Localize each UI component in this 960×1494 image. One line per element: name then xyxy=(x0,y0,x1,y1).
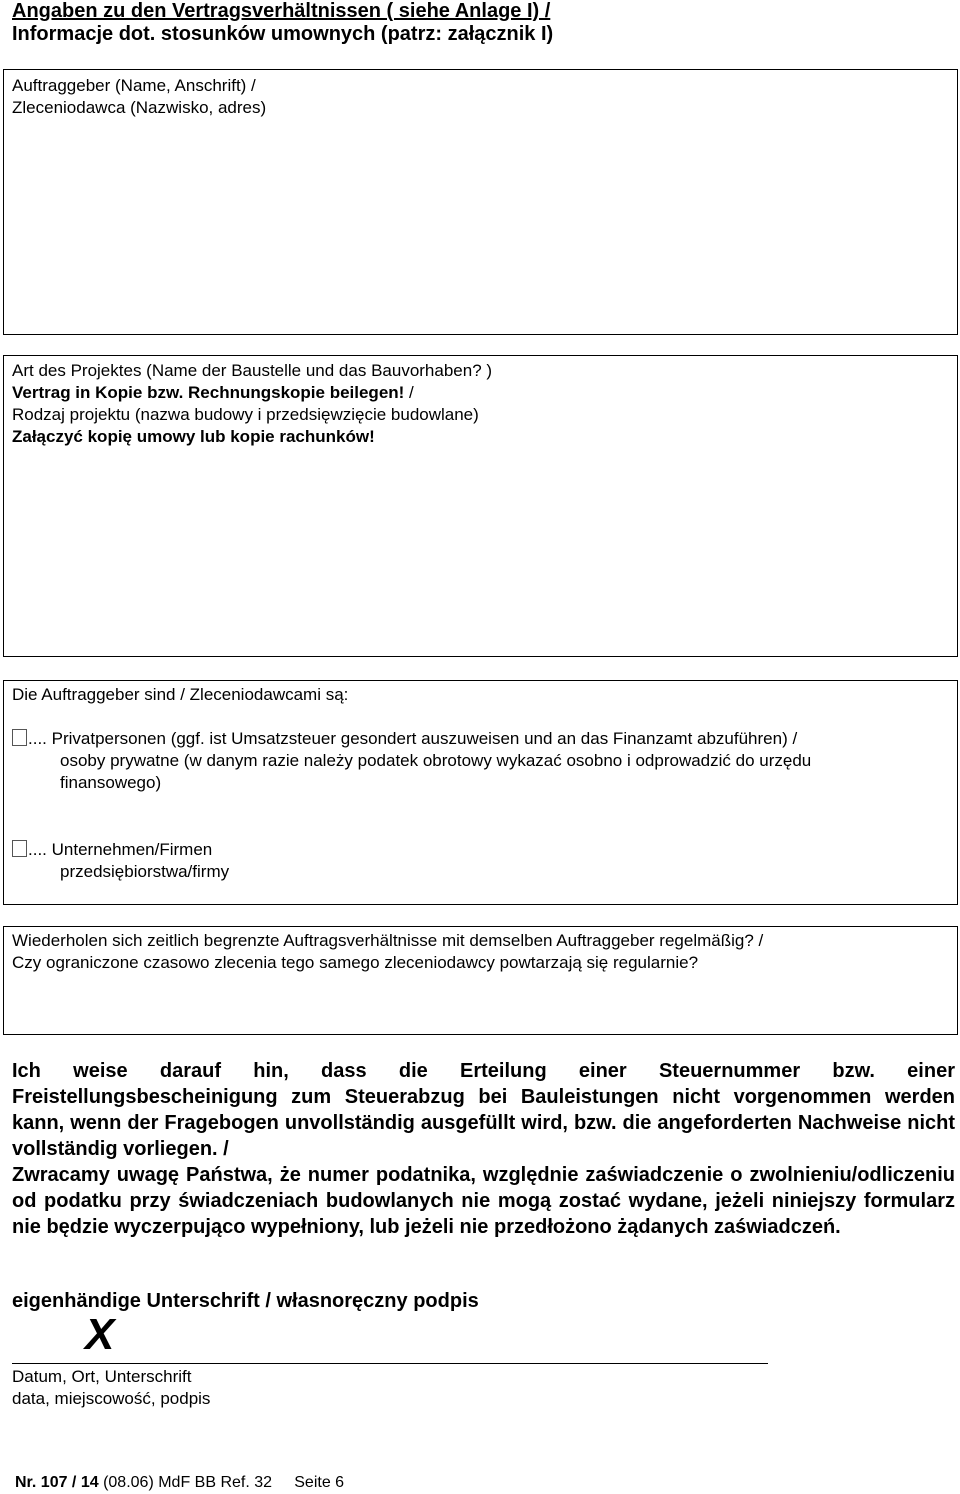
repeat-label-pl: Czy ograniczone czasowo zlecenia tego samego zleceniodawcy powtarzają się regularnie? xyxy=(12,953,699,972)
footer-reference: (08.06) MdF BB Ref. 32 Seite 6 xyxy=(98,1474,345,1491)
signature-caption xyxy=(12,1366,210,1410)
title-line-pl: Informacje dot. stosunków umownych (patrz: załącznik I) xyxy=(12,23,554,45)
option-private xyxy=(12,728,952,794)
client-type-heading: Die Auftraggeber sind / Zleceniodawcami są: xyxy=(12,685,349,704)
signature-title: eigenhändige Unterschrift / własnoręczny podpis xyxy=(12,1290,479,1312)
signature-line[interactable] xyxy=(12,1363,768,1364)
project-note-rest: / xyxy=(404,383,414,402)
project-label-note-pl: Załączyć kopię umowy lub kopie rachunków! xyxy=(12,427,375,446)
option-companies-label: Unternehmen/Firmen xyxy=(51,840,213,859)
project-note-bold: Vertrag in Kopie bzw. Rechnungskopie beilegen! xyxy=(12,383,405,402)
client-label-pl: Zleceniodawca (Nazwisko, adres) xyxy=(12,98,267,117)
project-label-de: Art des Projektes (Name der Baustelle und das Bauvorhaben? ) xyxy=(12,361,493,380)
repeat-box[interactable] xyxy=(3,926,958,1035)
signature-caption-pl: data, miejscowość, podpis xyxy=(12,1389,211,1408)
client-type-box xyxy=(3,680,958,905)
title-line-de: Angaben zu den Vertragsverhältnissen ( siehe Anlage I) / xyxy=(12,0,551,22)
option-private-pl-line1: osoby prywatne (w danym razie należy podatek obrotowy wykazać osobno i odprowadzić do urzędu xyxy=(60,751,812,770)
companies-checkbox[interactable] xyxy=(12,840,27,857)
private-persons-checkbox[interactable] xyxy=(12,729,27,746)
option-private-pl-line2: finansowego) xyxy=(60,773,162,792)
option-private-dots: .... xyxy=(28,729,52,748)
page-footer xyxy=(15,1474,344,1492)
option-companies xyxy=(12,839,229,883)
client-label-de: Auftraggeber (Name, Anschrift) / xyxy=(12,76,256,95)
project-label-note-de xyxy=(12,382,492,404)
option-private-label: Privatpersonen (ggf. ist Umsatzsteuer gesondert auszuweisen und an das Finanzamt abzuführen) / xyxy=(51,729,798,748)
project-box-label xyxy=(12,360,492,448)
repeat-box-label xyxy=(12,930,763,974)
repeat-label-de: Wiederholen sich zeitlich begrenzte Auftragsverhältnisse mit demselben Auftraggeber regelmäßig? / xyxy=(12,931,764,950)
page-title xyxy=(12,0,553,46)
signature-caption-de: Datum, Ort, Unterschrift xyxy=(12,1367,192,1386)
notice-de: Ich weise darauf hin, dass die Erteilung einer Steuernummer bzw. einer Freistellungsbescheinigung zum Steuerabzug bei Bauleistungen nicht vorgenommen werden kann, wenn der Fragebogen unvollständig ausgefüllt wird, bzw. die angeforderten Nachweise nicht vollständig vorliegen. / xyxy=(12,1060,955,1160)
signature-mark: X xyxy=(85,1310,115,1359)
notice-pl: Zwracamy uwagę Państwa, że numer podatnika, względnie zaświadczenie o zwolnieniu/odliczeniu od podatku przy świadczeniach budowlanych nie mogą zostać wydane, jeżeli niniejszy formularz nie będzie wyczerpująco wypełniony, lub jeżeli nie przedłożono żądanych zaświadczeń. xyxy=(12,1164,955,1238)
project-label-pl: Rodzaj projektu (nazwa budowy i przedsięwzięcie budowlane) xyxy=(12,405,479,424)
option-companies-dots: .... xyxy=(28,840,52,859)
client-box-label xyxy=(12,75,266,119)
project-box[interactable] xyxy=(3,355,958,657)
client-box[interactable] xyxy=(3,69,958,335)
option-companies-pl: przedsiębiorstwa/firmy xyxy=(60,862,230,881)
footer-form-number: Nr. 107 / 14 xyxy=(15,1474,99,1491)
notice-paragraph xyxy=(12,1058,955,1240)
